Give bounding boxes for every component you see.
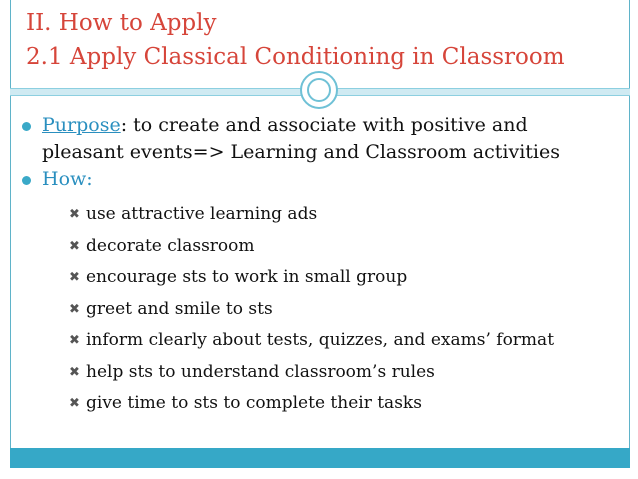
slide-title xyxy=(26,6,626,74)
cross-bullet-icon: ✖ xyxy=(69,301,80,317)
cross-bullet-icon: ✖ xyxy=(69,207,80,222)
list-item-text: use attractive learning ads xyxy=(86,204,318,224)
bullet-dot-icon xyxy=(22,176,31,185)
list-item xyxy=(20,357,620,389)
list-item xyxy=(20,388,620,420)
list-item xyxy=(20,294,620,326)
list-item-text: decorate classroom xyxy=(86,235,255,256)
title-line-2: 2.1 Apply Classical Conditioning in Classroom xyxy=(26,44,565,70)
cross-bullet-icon: ✖ xyxy=(69,364,80,380)
how-list xyxy=(20,199,620,420)
bullet-dot-icon xyxy=(22,122,31,131)
purpose-text-line-1: : to create and associate with positive and xyxy=(120,114,528,136)
list-item xyxy=(20,199,620,231)
list-item-text: inform clearly about tests, quizzes, and exams’ format xyxy=(86,330,555,350)
list-item xyxy=(20,325,620,357)
circle-ornament-inner xyxy=(307,78,331,102)
cross-bullet-icon: ✖ xyxy=(69,333,80,348)
bullet-purpose xyxy=(20,112,620,166)
cross-bullet-icon: ✖ xyxy=(69,238,80,254)
list-item-text: encourage sts to work in small group xyxy=(86,267,408,287)
title-line-1: II. How to Apply xyxy=(26,10,217,36)
how-label: How: xyxy=(42,168,93,190)
list-item-text: give time to sts to complete their tasks xyxy=(86,393,422,413)
list-item-text: help sts to understand classroom’s rules xyxy=(86,361,435,382)
cross-bullet-icon: ✖ xyxy=(69,270,80,285)
purpose-text-line-2: pleasant events=> Learning and Classroom activities xyxy=(42,141,560,163)
bullet-how xyxy=(20,166,620,193)
circle-ornament-icon xyxy=(300,71,338,109)
footer-bar xyxy=(10,448,630,468)
cross-bullet-icon: ✖ xyxy=(69,396,80,411)
list-item-text: greet and smile to sts xyxy=(86,298,273,319)
list-item xyxy=(20,231,620,263)
list-item xyxy=(20,262,620,294)
slide-body xyxy=(20,112,620,420)
purpose-label[interactable]: Purpose xyxy=(42,114,121,136)
